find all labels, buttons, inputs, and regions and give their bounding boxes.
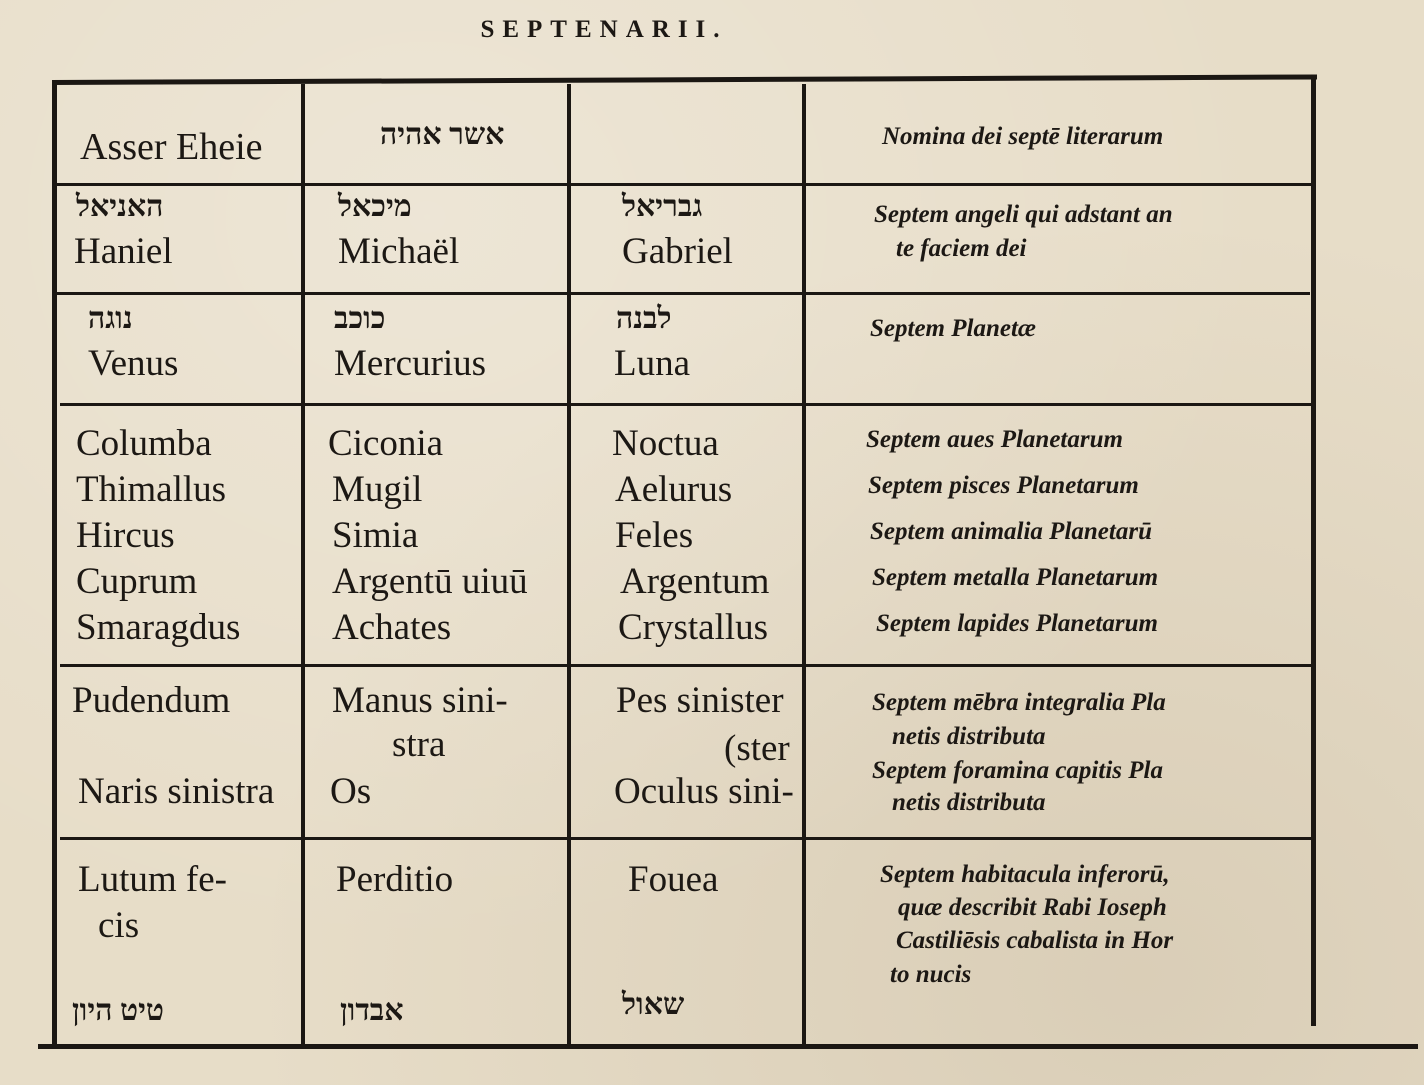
row-divider-5 bbox=[60, 837, 1315, 840]
row-divider-4 bbox=[60, 664, 1315, 667]
row4-col2-item: Achates bbox=[332, 607, 452, 648]
row6-description-line4: to nucis bbox=[890, 961, 972, 988]
row6-col3-latin: Fouea bbox=[628, 859, 719, 900]
row3-col1-hebrew: נוגה bbox=[88, 302, 133, 335]
row4-description-item: Septem pisces Planetarum bbox=[868, 472, 1139, 499]
row4-col1-item: Cuprum bbox=[76, 561, 198, 602]
row-divider-1 bbox=[57, 183, 1315, 186]
column-border-3 bbox=[567, 84, 571, 1046]
row5-col2-line2: stra bbox=[392, 724, 446, 765]
row4-col3-list bbox=[612, 421, 769, 651]
row3-col2-latin: Mercurius bbox=[334, 343, 487, 384]
row6-col1-line2: cis bbox=[98, 905, 140, 946]
row5-description-line1: Septem mēbra integralia Pla bbox=[872, 689, 1166, 716]
row4-col3-item: Argentum bbox=[620, 561, 770, 602]
row4-description-item: Septem aues Planetarum bbox=[866, 426, 1123, 453]
row4-col2-item: Simia bbox=[332, 515, 419, 556]
row6-col2-hebrew: אבדון bbox=[340, 994, 404, 1027]
row3-description: Septem Planetæ bbox=[870, 315, 1036, 342]
bottom-rule bbox=[38, 1044, 1418, 1049]
row3-col3-latin: Luna bbox=[614, 343, 691, 384]
row4-col2-item: Mugil bbox=[332, 469, 423, 510]
row2-col2-hebrew: מיכאל bbox=[338, 190, 412, 223]
row4-col1-item: Columba bbox=[76, 423, 212, 464]
row2-col3-latin: Gabriel bbox=[622, 231, 733, 272]
top-rule bbox=[52, 74, 1317, 85]
row6-col2-latin: Perditio bbox=[336, 859, 454, 900]
row4-description-item: Septem animalia Planetarū bbox=[870, 518, 1152, 545]
row4-col2-item: Argentū uiuū bbox=[332, 561, 528, 602]
row5-col3-line3: Oculus sini- bbox=[614, 771, 794, 812]
row-divider-2 bbox=[57, 292, 1310, 295]
row2-col1-hebrew: האניאל bbox=[76, 190, 164, 223]
row2-description-line2: te faciem dei bbox=[896, 235, 1027, 262]
row4-col1-item: Smaragdus bbox=[76, 607, 241, 648]
row5-col2-line3: Os bbox=[330, 771, 372, 812]
row1-description: Nomina dei septē literarum bbox=[882, 123, 1164, 150]
row4-col1-list bbox=[76, 421, 240, 651]
row4-description-item: Septem lapides Planetarum bbox=[876, 610, 1158, 637]
column-border-right bbox=[1311, 78, 1316, 1026]
row4-col2-list bbox=[328, 421, 528, 651]
page-title: SEPTENARII. bbox=[480, 16, 728, 43]
row1-name-latin: Asser Eheie bbox=[80, 126, 263, 168]
row5-description-line4: netis distributa bbox=[892, 789, 1046, 816]
column-border-2 bbox=[301, 84, 305, 1046]
row6-description-line2: quæ describit Rabi Ioseph bbox=[898, 894, 1167, 921]
row4-col3-item: Noctua bbox=[612, 423, 719, 464]
row5-description-line3: Septem foramina capitis Pla bbox=[872, 757, 1163, 784]
row6-description-line3: Castiliēsis cabalista in Hor bbox=[896, 927, 1174, 954]
row5-col1-line2: Naris sinistra bbox=[78, 771, 275, 812]
row3-col3-hebrew: לבנה bbox=[616, 302, 672, 335]
row4-description-item: Septem metalla Planetarum bbox=[872, 564, 1159, 591]
row4-col3-item: Feles bbox=[615, 515, 694, 556]
row4-col2-item: Ciconia bbox=[328, 423, 444, 464]
row5-description-line2: netis distributa bbox=[892, 723, 1046, 750]
row4-description-list bbox=[866, 417, 1158, 647]
row3-col2-hebrew: כוכב bbox=[334, 302, 386, 335]
row4-col1-item: Hircus bbox=[76, 515, 175, 556]
row6-col1-line1: Lutum fe- bbox=[78, 859, 227, 900]
row2-col3-hebrew: גבריאל bbox=[622, 190, 703, 223]
row3-col1-latin: Venus bbox=[88, 343, 179, 384]
row6-col3-hebrew: שאול bbox=[622, 988, 685, 1021]
row5-col3-line1: Pes sinister bbox=[616, 680, 784, 721]
row6-col1-hebrew: טיט היון bbox=[72, 994, 165, 1027]
row5-col1-line1: Pudendum bbox=[72, 680, 231, 721]
row2-description-line1: Septem angeli qui adstant an bbox=[874, 201, 1173, 228]
row-divider-3 bbox=[60, 403, 1312, 406]
column-border-4 bbox=[802, 84, 806, 1046]
row4-col1-item: Thimallus bbox=[76, 469, 227, 510]
row5-col2-line1: Manus sini- bbox=[332, 680, 508, 721]
column-border-left bbox=[52, 82, 57, 1046]
row2-col1-latin: Haniel bbox=[74, 231, 173, 272]
row5-col3-line2: (ster bbox=[724, 728, 790, 769]
row4-col3-item: Aelurus bbox=[615, 469, 733, 510]
row4-col3-item: Crystallus bbox=[618, 607, 769, 648]
row1-name-hebrew: אשר אהיה bbox=[380, 118, 505, 151]
row2-col2-latin: Michaël bbox=[338, 231, 460, 272]
row6-description-line1: Septem habitacula inferorū, bbox=[880, 861, 1170, 888]
